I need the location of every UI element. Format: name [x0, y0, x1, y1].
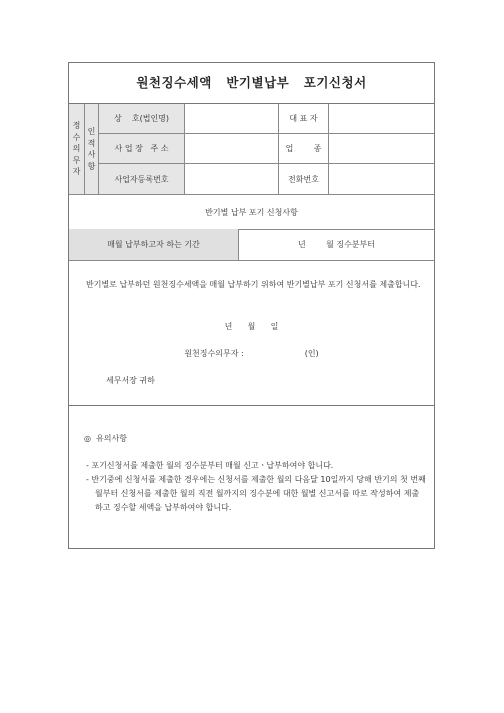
personal-char: 인 — [87, 127, 96, 136]
phone-label: 전화번호 — [279, 164, 329, 195]
form-title: 원천징수세액 반기별납부 포기신청서 — [69, 63, 434, 104]
note-item: - 포기신청서를 제출한 월의 징수분부터 매월 신고ㆍ납부하여야 합니다. — [86, 461, 334, 470]
withholder-char: 수 — [72, 132, 81, 142]
addressee: 세무서장 귀하 — [106, 376, 155, 385]
representative-label: 대 표 자 — [279, 104, 329, 134]
business-address-field[interactable] — [185, 134, 279, 164]
date-line[interactable]: 년 월 일 — [224, 322, 279, 331]
business-address-label: 사 업 장 주 소 — [99, 134, 185, 164]
business-name-field[interactable] — [185, 104, 279, 134]
registration-number-label: 사업자등록번호 — [99, 164, 185, 195]
business-name-label: 상 호(법인명) — [99, 104, 185, 134]
phone-field[interactable] — [329, 164, 434, 195]
notes-section — [69, 406, 434, 548]
withholder-char: 정 — [72, 121, 81, 131]
personal-char: 사 — [87, 150, 96, 159]
personal-char: 항 — [87, 161, 96, 171]
declaration-area — [69, 261, 434, 406]
business-type-label: 업 종 — [279, 134, 329, 164]
withholder-char: 자 — [72, 167, 81, 177]
period-label: 매월 납부하고자 하는 기간 — [69, 229, 239, 261]
personal-char: 적 — [87, 138, 96, 148]
withholder-char: 무 — [72, 155, 81, 165]
notes-heading: ◎ 유의사항 — [84, 434, 127, 443]
registration-number-field[interactable] — [185, 164, 279, 195]
note-item: - 반기중에 신청서를 제출한 경우에는 신청서를 제출한 월의 다음달 10일까지 당해 반기의 첫 번째 월부터 신청서를 제출한 월의 직전 월까지의 징수분에 대한 월별 신고서를 따로 작성하여 제출하고 징수할 세액을 납부하여야 합니다. — [86, 475, 426, 512]
withholding-tax-form — [68, 62, 435, 549]
section-title: 반기별 납부 포기 신청사항 — [69, 195, 434, 230]
withholder-char: 의 — [72, 144, 81, 154]
business-type-field[interactable] — [329, 134, 434, 164]
period-value-field[interactable]: 년 월 징수분부터 — [239, 229, 434, 261]
signature-line[interactable]: 원천징수의무자 : (인) — [184, 349, 319, 358]
withholder-vertical-label — [69, 104, 85, 195]
declaration-text: 반기별로 납부하던 원천징수세액을 매월 납부하기 위하여 반기별납부 포기 신청서를 제출합니다. — [86, 280, 421, 289]
notes-list — [86, 459, 426, 515]
representative-field[interactable] — [329, 104, 434, 134]
personal-info-vertical-label — [85, 104, 99, 195]
